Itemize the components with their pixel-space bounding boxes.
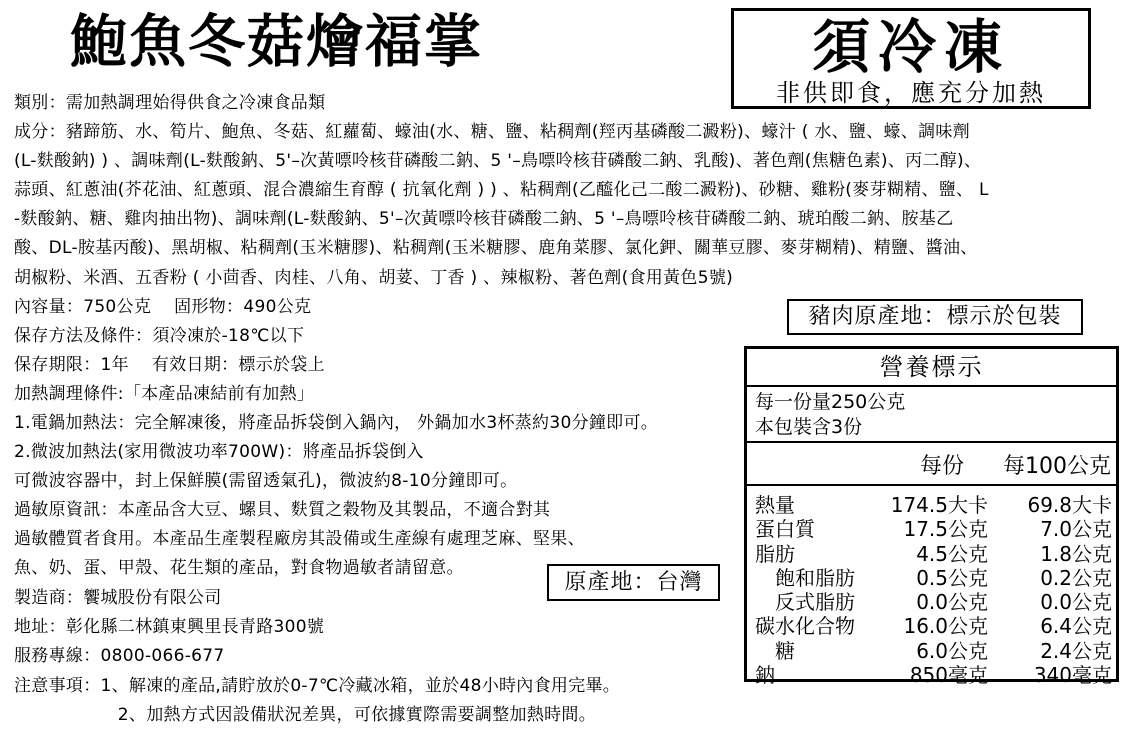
nutrient-name: 飽和脂肪 xyxy=(775,565,855,590)
address-line: 地址：彰化縣二林鎮東興里長青路300號 xyxy=(14,617,325,637)
col-per-serving: 每份 xyxy=(919,454,964,479)
per-100g-value: 6.4公克 xyxy=(1040,614,1112,639)
allergen-line-2: 過敏體質者食用。本產品生產製程廠房其設備或生產線有處理芝麻、堅果、 xyxy=(14,529,585,549)
storage-line: 保存方法及條件：須冷凍於-18℃以下 xyxy=(14,326,305,346)
per-100g-value: 340毫克 xyxy=(1033,663,1112,688)
col-per-100g: 每100公克 xyxy=(1003,454,1111,479)
service-line: 服務專線：0800-066-677 xyxy=(14,646,225,666)
country-origin-box: 原產地：台灣 xyxy=(547,564,720,601)
per-100g-value: 7.0公克 xyxy=(1040,517,1112,542)
per-100g-value: 0.2公克 xyxy=(1040,565,1112,590)
net-weight-line: 內容量：750公克 固形物：490公克 xyxy=(14,297,312,317)
ingredients-line-5: 酸、DL-胺基丙酸)、黑胡椒、粘稠劑(玉米糖膠)、粘稠劑(玉米糖膠、鹿角菜膠、氯化鉀、關華豆膠、麥芽糊精)、精鹽、醬油、 xyxy=(14,238,978,258)
per-serving-value: 6.0公克 xyxy=(916,638,988,663)
nutrition-serving-info xyxy=(747,387,1116,443)
servings-per-pack: 本包裝含3份 xyxy=(755,416,863,438)
nutrient-name: 鈉 xyxy=(755,663,775,688)
allergen-line-1: 過敏原資訊：本產品含大豆、螺貝、麩質之穀物及其製品，不適合對其 xyxy=(14,500,551,520)
nutrition-row xyxy=(747,614,1116,638)
nutrition-row xyxy=(747,566,1116,590)
nutrition-row xyxy=(747,517,1116,541)
nutrition-row xyxy=(747,542,1116,566)
nutrient-name: 反式脂肪 xyxy=(775,590,855,615)
ingredients-line-2: (L-麩酸鈉) ) 、調味劑(L-麩酸鈉、5'–次黃嘌呤核苷磷酸二鈉、5 '–鳥嘌呤核苷磷酸二鈉、乳酸)、著色劑(焦糖色素)、丙二醇)、 xyxy=(14,151,982,171)
ingredients-line-6: 胡椒粉、米酒、五香粉 ( 小茴香、肉桂、八角、胡荽、丁香 ) 、辣椒粉、著色劑(食用黃色5號) xyxy=(14,268,734,288)
steamer-method-line: 1.電鍋加熱法：完全解凍後，將產品拆袋倒入鍋內， 外鍋加水3杯蒸約30分鐘即可。 xyxy=(14,413,659,433)
per-serving-value: 0.0公克 xyxy=(916,590,988,615)
per-serving-value: 850毫克 xyxy=(909,663,988,688)
nutrition-row xyxy=(747,639,1116,663)
product-title: 鮑魚冬菇燴福掌 xyxy=(70,9,483,75)
nutrition-row xyxy=(747,663,1116,687)
nutrition-title: 營養標示 xyxy=(747,349,1116,387)
ingredients-line-3: 蒜頭、紅蔥油(芥花油、紅蔥頭、混合濃縮生育醇 ( 抗氧化劑 ) ) 、粘稠劑(乙醯化己二酸二澱粉)、砂糖、雞粉(麥芽糊精、鹽、 L xyxy=(14,180,989,200)
microwave-line-2: 可微波容器中，封上保鮮膜(需留透氣孔)，微波約8-10分鐘即可。 xyxy=(14,471,518,491)
serving-size: 每一份量250公克 xyxy=(755,391,906,413)
nutrition-rows xyxy=(747,486,1116,687)
per-serving-value: 174.5大卡 xyxy=(890,493,988,517)
heating-title-line: 加熱調理條件:「本產品凍結前有加熱」 xyxy=(14,384,315,404)
per-100g-value: 69.8大卡 xyxy=(1027,493,1112,517)
frozen-note: 非供即食，應充分加熱 xyxy=(776,79,1046,107)
nutrition-column-headers xyxy=(747,443,1116,486)
nutrient-name: 脂肪 xyxy=(755,541,795,566)
notice-line-2: 2、加熱方式因設備狀況差異，可依據實際需要調整加熱時間。 xyxy=(14,705,597,725)
per-100g-value: 0.0公克 xyxy=(1040,590,1112,615)
microwave-line-1: 2.微波加熱法(家用微波功率700W)：將產品拆袋倒入 xyxy=(14,442,424,462)
pork-origin-box: 豬肉原產地：標示於包裝 xyxy=(787,299,1083,335)
per-serving-value: 0.5公克 xyxy=(916,565,988,590)
frozen-label: 須冷凍 xyxy=(811,13,1010,81)
per-serving-value: 4.5公克 xyxy=(916,541,988,566)
nutrient-name: 蛋白質 xyxy=(755,517,815,542)
ingredients-line-1: 成分：豬蹄筋、水、筍片、鮑魚、冬菇、紅蘿蔔、蠔油(水、糖、鹽、粘稠劑(羥丙基磷酸二澱粉)、蠔汁 ( 水、鹽、蠔、調味劑 xyxy=(14,122,971,142)
nutrition-row xyxy=(747,590,1116,614)
ingredients-line-4: -麩酸鈉、糖、雞肉抽出物)、調味劑(L-麩酸鈉、5'–次黃嘌呤核苷磷酸二鈉、5 '–鳥嘌呤核苷磷酸二鈉、琥珀酸二鈉、胺基乙 xyxy=(14,209,954,229)
allergen-line-3: 魚、奶、蛋、甲殼、花生類的產品，對食物過敏者請留意。 xyxy=(14,558,464,578)
notice-line-1: 注意事項：1、解凍的產品,請貯放於0-7℃冷藏冰箱，並於48小時內食用完畢。 xyxy=(14,676,621,696)
nutrient-name: 碳水化合物 xyxy=(755,614,855,639)
category-line: 類別：需加熱調理始得供食之冷凍食品類 xyxy=(14,93,326,113)
shelf-life-line: 保存期限：1年 有效日期：標示於袋上 xyxy=(14,355,325,375)
per-serving-value: 16.0公克 xyxy=(903,614,988,639)
manufacturer-line: 製造商：饗城股份有限公司 xyxy=(14,588,222,608)
nutrition-row xyxy=(747,493,1116,517)
nutrition-table xyxy=(744,346,1119,688)
per-100g-value: 2.4公克 xyxy=(1040,638,1112,663)
nutrient-name: 熱量 xyxy=(755,493,795,517)
nutrient-name: 糖 xyxy=(775,638,795,663)
per-serving-value: 17.5公克 xyxy=(903,517,988,542)
frozen-warning-box xyxy=(731,8,1091,109)
per-100g-value: 1.8公克 xyxy=(1040,541,1112,566)
